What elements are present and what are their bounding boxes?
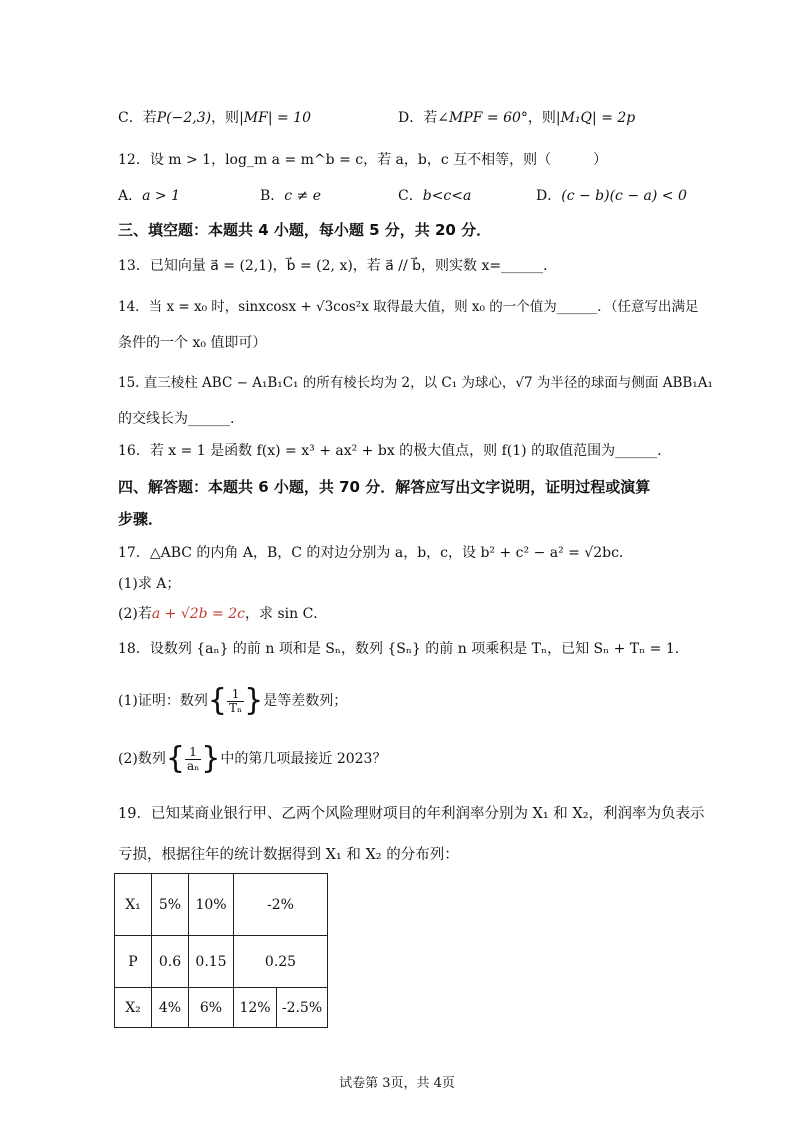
table-cell: -2% <box>234 874 328 936</box>
q12-option-c: C．b<c<a <box>398 188 472 204</box>
right-brace-icon: } <box>244 683 264 718</box>
q18-stem: 18．设数列 {aₙ} 的前 n 项和是 Sₙ，数列 {Sₙ} 的前 n 项乘积是 Tₙ，已知 Sₙ + Tₙ = 1． <box>118 641 689 657</box>
page-footer: 试卷第 3页，共 4页 <box>339 1076 455 1091</box>
table-cell: P <box>115 936 152 988</box>
table-cell: 5% <box>152 874 189 936</box>
section3-title: 三、填空题：本题共 4 小题，每小题 5 分，共 20 分． <box>118 221 492 239</box>
q15-line2: 的交线长为______. <box>118 411 235 427</box>
left-brace-icon: { <box>165 741 185 776</box>
q18-part2: (2)数列{ $\frac{1}{\text{aₙ}}$ }中的第几项最接近 2023？ <box>118 741 387 776</box>
table-row <box>115 874 328 936</box>
q12-option-b: B．c ≠ e <box>260 188 322 204</box>
q14-line2: 条件的一个 x₀ 值即可） <box>118 335 267 351</box>
q17-part1: (1)求 A； <box>118 576 181 592</box>
table-row <box>115 988 328 1028</box>
q17-condition: a + √2b = 2c <box>151 606 245 622</box>
table-cell: X₁ <box>115 874 152 936</box>
q18-part1: (1)证明：数列{ $\frac{1}{\text{Tₙ}}$ }是等差数列； <box>118 683 348 718</box>
table-cell: 0.25 <box>234 936 328 988</box>
q12-stem: 12．设 m > 1，log_m a = m^b = c，若 a，b，c 互不相等，则（ ） <box>118 152 608 168</box>
table-cell: 6% <box>189 988 234 1028</box>
section4-line2: 步骤． <box>118 510 164 528</box>
table-cell: 10% <box>189 874 234 936</box>
fraction: $\frac{1}{\text{Tₙ}}$ <box>228 686 243 715</box>
table-row <box>115 936 328 988</box>
q12-option-d: D．(c − b)(c − a) < 0 <box>536 188 687 204</box>
fraction: $\frac{1}{\text{aₙ}}$ <box>186 744 200 773</box>
section4-line1: 四、解答题：本题共 6 小题，共 70 分．解答应写出文字说明，证明过程或演算 <box>118 478 651 496</box>
q13: 13．已知向量 a⃗ = (2,1)，b⃗ = (2, x)，若 a⃗ // b⃗，则实数 x=______． <box>118 258 558 274</box>
q12-option-a: A．a > 1 <box>118 188 181 204</box>
q19-line1: 19．已知某商业银行甲、乙两个风险理财项目的年利润率分别为 X₁ 和 X₂，利润率为负表示 <box>118 806 705 822</box>
table-cell: 0.15 <box>189 936 234 988</box>
q11-option-d: D．若∠MPF = 60°，则|M₁Q| = 2p <box>398 110 636 126</box>
table-cell: 0.6 <box>152 936 189 988</box>
q19-line2: 亏损，根据往年的统计数据得到 X₁ 和 X₂ 的分布列： <box>118 847 459 863</box>
table-cell: -2.5% <box>277 988 328 1028</box>
table-cell: 4% <box>152 988 189 1028</box>
right-brace-icon: } <box>201 741 221 776</box>
distribution-table <box>114 873 328 1028</box>
q16: 16．若 x = 1 是函数 f(x) = x³ + ax² + bx 的极大值点，则 f(1) 的取值范围为______. <box>118 443 662 459</box>
q15-line1: 15. 直三棱柱 ABC − A₁B₁C₁ 的所有棱长均为 2，以 C₁ 为球心，√7 为半径的球面与侧面 ABB₁A₁ <box>118 375 713 391</box>
q14-line1: 14．当 x = x₀ 时，sinxcosx + √3cos²x 取得最大值，则 x₀ 的一个值为______．（任意写出满足 <box>118 299 699 315</box>
left-brace-icon: { <box>207 683 227 718</box>
table-cell: 12% <box>234 988 277 1028</box>
q17-part2: (2)若a + √2b = 2c，求 sin C． <box>118 606 328 622</box>
q17-stem: 17．△ABC 的内角 A，B，C 的对边分别为 a，b，c，设 b² + c² − a² = √2bc． <box>118 545 633 561</box>
table-cell: X₂ <box>115 988 152 1028</box>
q11-option-c: C．若P(−2,3)，则|MF| = 10 <box>118 110 311 126</box>
